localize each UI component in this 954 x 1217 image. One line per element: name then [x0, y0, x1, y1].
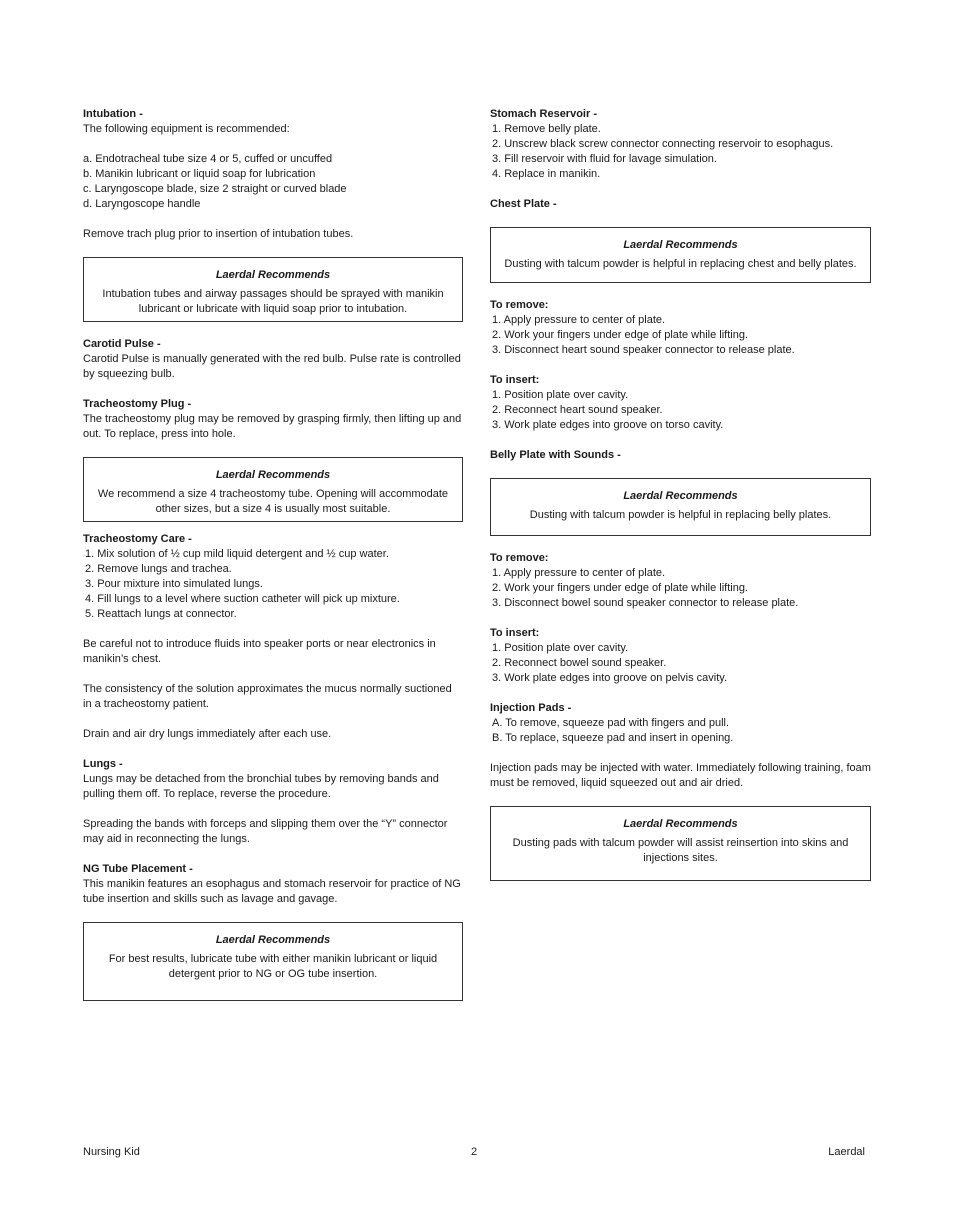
footer-brand: Laerdal — [828, 1146, 865, 1158]
recommendation-box-injection-pads — [490, 806, 871, 881]
intubation-heading: Intubation - — [83, 108, 143, 120]
intubation-section — [83, 107, 463, 322]
recommendation-text: Dusting pads with talcum powder will assist reinsertion into skins and injections sites. — [512, 837, 849, 864]
list-item: B. To replace, squeeze pad and insert in opening. — [492, 732, 734, 744]
injection-pads-steps — [490, 716, 871, 746]
list-item: 3. Pour mixture into simulated lungs. — [85, 578, 263, 590]
recommendation-box-chest-plate — [490, 227, 871, 283]
belly-plate-remove-heading: To remove: — [490, 552, 549, 564]
recommendation-title: Laerdal Recommends — [215, 269, 331, 281]
stomach-reservoir-section — [490, 107, 871, 182]
list-item: 2. Work your fingers under edge of plate while lifting. — [492, 582, 748, 594]
belly-plate-insert-heading: To insert: — [490, 627, 540, 639]
list-item: a. Endotracheal tube size 4 or 5, cuffed or uncuffed — [83, 153, 333, 165]
recommendation-box-ng-tube — [83, 922, 463, 1001]
lungs-text-1: Lungs may be detached from the bronchial tubes by removing bands and pulling them off. To replace, reverse the procedure. — [83, 773, 439, 800]
recommendation-title: Laerdal Recommends — [215, 934, 331, 946]
list-item: d. Laryngoscope handle — [83, 198, 201, 210]
intubation-equipment-list — [83, 152, 463, 212]
recommendation-text: Dusting with talcum powder is helpful in replacing belly plates. — [529, 509, 832, 521]
list-item: 3. Disconnect bowel sound speaker connector to release plate. — [492, 597, 799, 609]
list-item: 4. Replace in manikin. — [492, 168, 601, 180]
list-item: 3. Disconnect heart sound speaker connector to release plate. — [492, 344, 795, 356]
tracheostomy-plug-section — [83, 397, 463, 522]
belly-plate-insert-steps — [490, 641, 871, 686]
recommendation-title: Laerdal Recommends — [623, 818, 738, 830]
carotid-pulse-section — [83, 337, 463, 382]
tracheostomy-care-section — [83, 532, 463, 742]
page-number: 2 — [471, 1146, 478, 1158]
tracheostomy-plug-heading: Tracheostomy Plug - — [83, 398, 192, 410]
injection-pads-text: Injection pads may be injected with water. Immediately following training, foam must be removed, liquid squeezed out and air dried. — [490, 762, 871, 789]
recommendation-box-belly-plate — [490, 478, 871, 536]
chest-plate-heading: Chest Plate - — [490, 198, 557, 210]
list-item: 1. Apply pressure to center of plate. — [492, 567, 666, 579]
list-item: 2. Reconnect heart sound speaker. — [492, 404, 663, 416]
recommendation-title: Laerdal Recommends — [623, 490, 738, 502]
lungs-section — [83, 757, 463, 847]
list-item: 4. Fill lungs to a level where suction catheter will pick up mixture. — [85, 593, 400, 605]
carotid-pulse-heading: Carotid Pulse - — [83, 338, 161, 350]
ng-tube-section — [83, 862, 463, 1001]
chest-plate-insert-steps — [490, 388, 871, 433]
injection-pads-heading: Injection Pads - — [490, 702, 572, 714]
carotid-pulse-text: Carotid Pulse is manually generated with the red bulb. Pulse rate is controlled by squeezing bulb. — [83, 353, 461, 380]
tracheostomy-plug-text: The tracheostomy plug may be removed by grasping firmly, then lifting up and out. To replace, press into hole. — [83, 413, 462, 440]
list-item: 2. Remove lungs and trachea. — [85, 563, 232, 575]
recommendation-text: Intubation tubes and airway passages should be sprayed with manikin lubricant or lubricate with liquid soap prior to intubation. — [102, 288, 444, 315]
recommendation-text: For best results, lubricate tube with either manikin lubricant or liquid detergent prior to NG or OG tube insertion. — [108, 953, 438, 980]
footer-product-name: Nursing Kid — [83, 1146, 140, 1158]
list-item: 5. Reattach lungs at connector. — [85, 608, 237, 620]
intubation-note: Remove trach plug prior to insertion of intubation tubes. — [83, 228, 354, 240]
list-item: 1. Apply pressure to center of plate. — [492, 314, 666, 326]
list-item: b. Manikin lubricant or liquid soap for lubrication — [83, 168, 316, 180]
tracheostomy-care-steps — [83, 547, 463, 622]
tracheostomy-care-drain: Drain and air dry lungs immediately after each use. — [83, 728, 332, 740]
recommendation-title: Laerdal Recommends — [215, 469, 331, 481]
chest-plate-remove-steps — [490, 313, 871, 358]
lungs-text-2: Spreading the bands with forceps and slipping them over the “Y” connector may aid in reconnecting the lungs. — [83, 818, 448, 845]
left-column — [83, 107, 463, 1001]
belly-plate-remove-steps — [490, 566, 871, 611]
tracheostomy-care-consistency: The consistency of the solution approximates the mucus normally suctioned in a tracheostomy patient. — [83, 683, 452, 710]
tracheostomy-care-heading: Tracheostomy Care - — [83, 533, 192, 545]
intubation-intro: The following equipment is recommended: — [83, 123, 290, 135]
recommendation-box-tracheostomy — [83, 457, 463, 522]
stomach-reservoir-heading: Stomach Reservoir - — [490, 108, 597, 120]
list-item: 2. Reconnect bowel sound speaker. — [492, 657, 667, 669]
list-item: 2. Work your fingers under edge of plate while lifting. — [492, 329, 748, 341]
stomach-reservoir-steps — [490, 122, 871, 182]
chest-plate-section — [490, 197, 871, 433]
list-item: 1. Remove belly plate. — [492, 123, 601, 135]
list-item: A. To remove, squeeze pad with fingers and pull. — [492, 717, 730, 729]
lungs-heading: Lungs - — [83, 758, 123, 770]
belly-plate-section — [490, 448, 871, 686]
chest-plate-remove-heading: To remove: — [490, 299, 549, 311]
list-item: 1. Position plate over cavity. — [492, 642, 629, 654]
list-item: 3. Work plate edges into groove on pelvis cavity. — [492, 672, 727, 684]
list-item: c. Laryngoscope blade, size 2 straight or curved blade — [83, 183, 347, 195]
recommendation-text: Dusting with talcum powder is helpful in replacing chest and belly plates. — [504, 258, 857, 270]
ng-tube-text: This manikin features an esophagus and stomach reservoir for practice of NG tube insertion and skills such as lavage and gavage. — [83, 878, 461, 905]
right-column — [490, 107, 871, 881]
list-item: 3. Work plate edges into groove on torso cavity. — [492, 419, 724, 431]
page-footer — [83, 1145, 865, 1160]
list-item: 3. Fill reservoir with fluid for lavage simulation. — [492, 153, 717, 165]
list-item: 1. Mix solution of ½ cup mild liquid detergent and ½ cup water. — [85, 548, 389, 560]
list-item: 1. Position plate over cavity. — [492, 389, 629, 401]
tracheostomy-care-caution: Be careful not to introduce fluids into speaker ports or near electronics in manikin’s chest. — [83, 638, 436, 665]
belly-plate-heading: Belly Plate with Sounds - — [490, 449, 621, 461]
chest-plate-insert-heading: To insert: — [490, 374, 540, 386]
injection-pads-section — [490, 701, 871, 881]
recommendation-box-intubation — [83, 257, 463, 322]
recommendation-title: Laerdal Recommends — [623, 239, 738, 251]
ng-tube-heading: NG Tube Placement - — [83, 863, 193, 875]
recommendation-text: We recommend a size 4 tracheostomy tube. Opening will accommodate other sizes, but a size 4 is usually most suitable. — [97, 488, 449, 515]
list-item: 2. Unscrew black screw connector connecting reservoir to esophagus. — [492, 138, 834, 150]
